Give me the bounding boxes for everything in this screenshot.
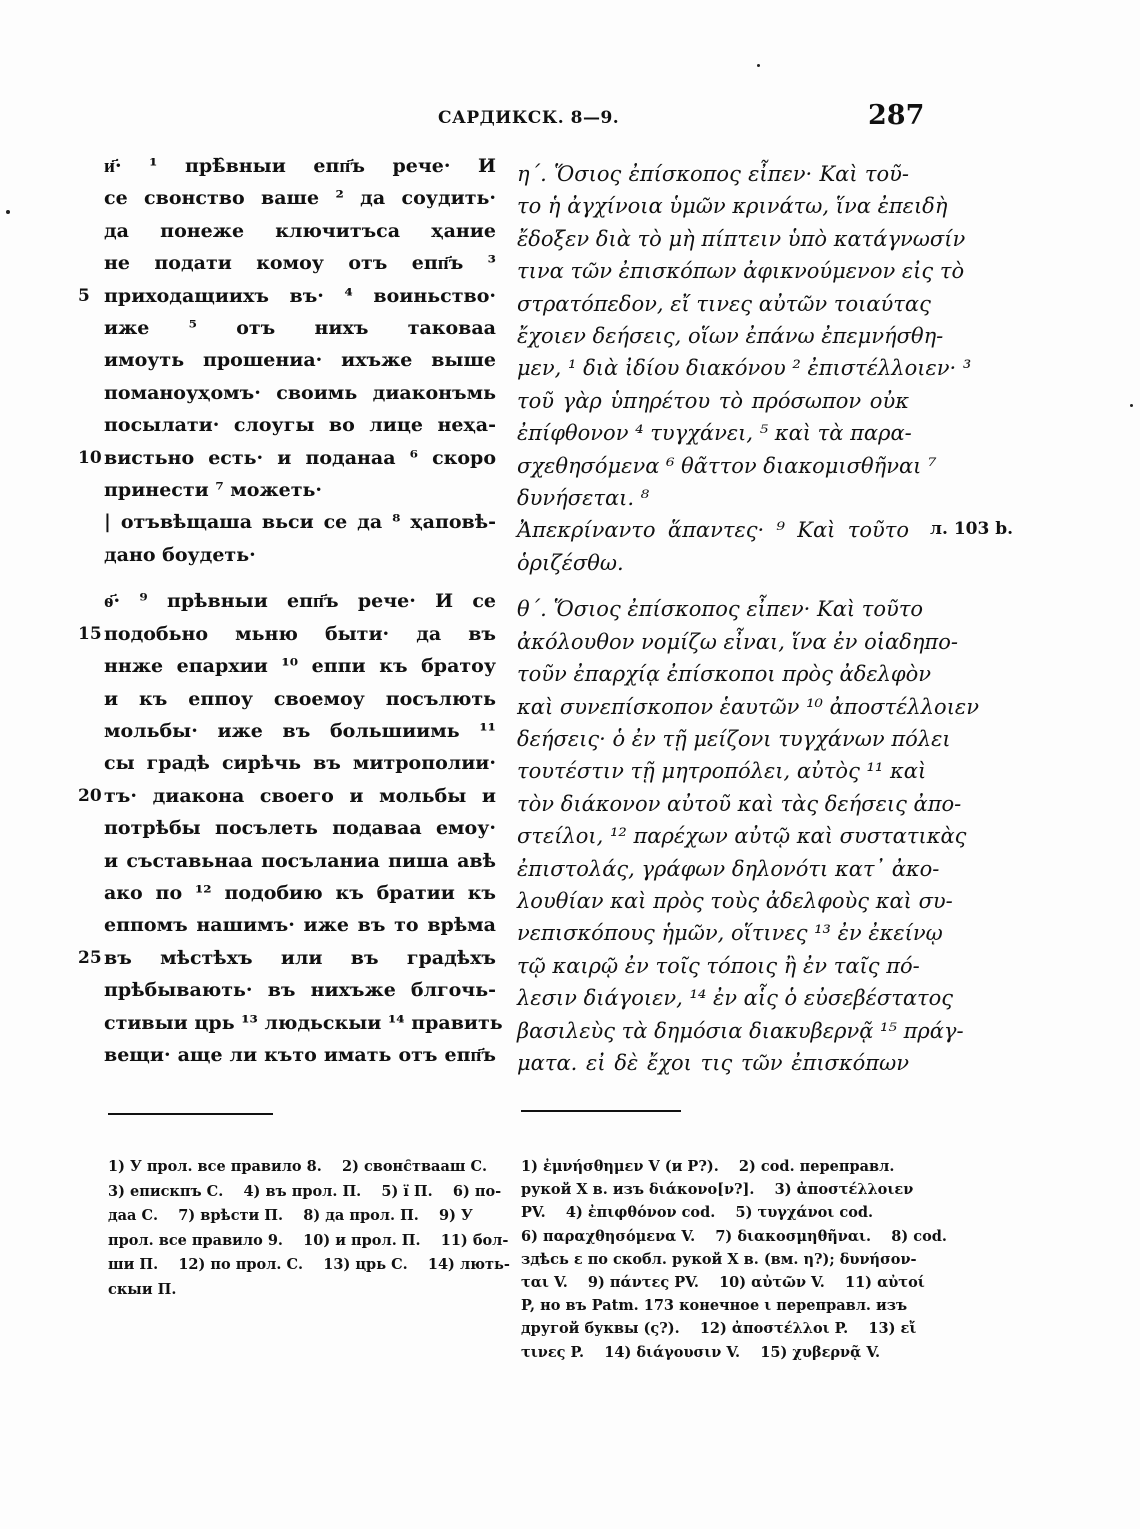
- text-line: [517, 158, 909, 190]
- text-line: [104, 845, 496, 877]
- line-text: и къ еппоу своемоу посълють: [104, 687, 496, 710]
- text-line: [104, 377, 496, 409]
- scan-speck: [1130, 404, 1133, 407]
- text-line: [517, 1015, 964, 1047]
- line-text: βασιλεὺς τὰ δημόσια διακυβερνᾷ ¹⁵ πράγ-: [517, 1018, 964, 1043]
- footnote-line: прол. все правило 9. 10) и прол. П. 11) бол-: [108, 1231, 509, 1249]
- line-text: καὶ συνεπίσκοπον ἑαυτῶν ¹⁰ ἀποστέλλοιεν: [517, 694, 979, 719]
- text-line: [517, 385, 909, 417]
- text-line: [517, 853, 940, 885]
- line-number: 10: [78, 447, 102, 468]
- line-number: 15: [78, 623, 102, 644]
- text-line: [78, 618, 496, 650]
- line-text: вещи· аще ли къто имать отъ епп҃ъ: [104, 1043, 496, 1066]
- line-text: λεσιν διάγοιεν, ¹⁴ ἐν αἷς ὁ εὐσεβέστατος: [517, 986, 954, 1011]
- text-line: [104, 1007, 503, 1039]
- footnote-line: 1) У прол. все правило 8. 2) свонс̑твааш С.: [108, 1158, 488, 1175]
- line-text: | отъвѣщаша вьси се да ⁸ ҳаповѣ-: [104, 511, 496, 534]
- line-text: приходащиихъ въ· ⁴ воиньство·: [104, 284, 496, 307]
- text-line: [104, 409, 496, 441]
- footnote-line: ши П. 12) по прол. С. 13) црь С. 14) лють-: [108, 1256, 510, 1273]
- line-text: потрѣбы посълеть подаваа емоу·: [104, 817, 496, 840]
- footnote-line: PV. 4) ἐπιφθόνον cod. 5) τυγχάνοι cod.: [521, 1204, 874, 1222]
- text-line: [104, 539, 496, 571]
- line-text: τοῦ γὰρ ὑπηρέτου τὸ πρόσωπον οὐκ: [517, 388, 909, 413]
- line-text: поманоуҳомъ· своимь диаконъмь: [104, 381, 496, 404]
- line-number: 20: [78, 785, 102, 806]
- line-text: въ мѣстѣхъ или въ градѣхъ: [104, 946, 496, 969]
- line-text: стивыи црь ¹³ людьскыи ¹⁴ править: [104, 1011, 503, 1034]
- footnote-line: 6) παραχθησόμενα V. 7) διακοσμηθῆναι. 8) cod.: [521, 1227, 947, 1245]
- footnote-rule-right: [521, 1110, 681, 1112]
- line-text: τουτέστιν τῇ μητροπόλει, αὐτὸς ¹¹ καὶ: [517, 759, 927, 784]
- text-line: [104, 715, 496, 747]
- text-line: [104, 247, 496, 279]
- line-text: ἐπίφθονον ⁴ τυγχάνει, ⁵ καὶ τὰ παρα-: [517, 421, 912, 446]
- text-line: [517, 514, 909, 546]
- scan-speck: [757, 64, 760, 67]
- text-line: [104, 474, 496, 506]
- line-text: и съставьнаа посъланиа пиша авѣ: [104, 849, 496, 872]
- line-text: νεπισκόπους ἡμῶν, οἵτινες ¹³ ἐν ἐκείνῳ: [517, 921, 943, 946]
- text-line: [517, 288, 931, 320]
- text-line: [517, 626, 958, 658]
- footnote-line: τινες P. 14) διάγουσιν V. 15) χυβερνᾷ V.: [521, 1343, 881, 1361]
- line-text: и҃· ¹ прѣ̑вныи епп҃ъ рече· И: [104, 155, 496, 177]
- footnote-line: 1) ἐμνήσθημεν V (и P?). 2) cod. переправл.: [521, 1158, 895, 1175]
- text-line: [517, 223, 966, 255]
- line-text: вистьно есть· и поданаа ⁶ скоро: [104, 446, 496, 469]
- text-line: [517, 190, 948, 222]
- footnote-line: другой буквы (ς?). 12) ἀποστέλλοι P. 13) εἴ: [521, 1320, 917, 1338]
- line-text: еппомъ нашимъ· иже въ то врѣма: [104, 914, 496, 937]
- text-line: [517, 691, 979, 723]
- line-text: τινα τῶν ἐπισκόπων ἀφικνούμενον εἰς τὸ: [517, 259, 965, 284]
- text-line: [104, 215, 496, 247]
- line-text: имоуть прошениа· ихъже выше: [104, 349, 496, 372]
- line-text: ннже епархии ¹⁰ еппи къ братоу: [104, 655, 496, 678]
- line-text: ματα. εἰ δὲ ἔχοι τις τῶν ἐπισκόπων: [517, 1050, 909, 1075]
- text-line: [104, 747, 496, 779]
- line-text: στείλοι, ¹² παρέχων αὐτῷ καὶ συστατικὰς: [517, 824, 967, 849]
- line-text: да понеже ключитъса ҳание: [104, 219, 496, 242]
- line-text: θ΄. Ὅσιος ἐπίσκοπος εἶπεν· Καὶ τοῦτο: [517, 597, 924, 622]
- text-line: [104, 974, 496, 1006]
- line-text: тъ· диакона своего и мольбы и: [104, 784, 496, 807]
- text-line: [104, 812, 496, 844]
- line-text: τοῦν ἐπαρχίᾳ ἐπίσκοποι πρὸς ἀδελφὸν: [517, 662, 932, 687]
- footnote-rule-left: [108, 1113, 273, 1115]
- footnotes-left: [108, 1155, 510, 1302]
- text-line: [517, 982, 954, 1014]
- church-slavonic-column: [78, 150, 503, 1071]
- line-text: δυνήσεται. ⁸: [517, 486, 650, 511]
- line-text: τὸν διάκονον αὐτοῦ καὶ τὰς δεήσεις ἀπο-: [517, 791, 962, 816]
- scan-speck: [6, 210, 10, 214]
- footnote-line: даа С. 7) врѣсти П. 8) да прол. П. 9) У: [108, 1207, 473, 1224]
- text-line: [517, 885, 953, 917]
- line-text: τῷ καιρῷ ἐν τοῖς τόποις ἢ ἐν ταῖς πό-: [517, 953, 920, 978]
- page-number: 287: [868, 100, 925, 131]
- line-number: 5: [78, 285, 90, 306]
- line-text: посылати· слоугы во лице неҳа-: [104, 414, 496, 437]
- text-line: [104, 1039, 496, 1071]
- line-text: мольбы· иже въ большиимь ¹¹: [104, 719, 496, 742]
- line-text: ἐπιστολάς, γράφων δηλονότι κατ᾿ ἀκο-: [517, 856, 940, 881]
- footnote-line: скыи П.: [108, 1280, 177, 1298]
- text-line: [517, 917, 943, 949]
- paragraph-gap: [104, 571, 496, 585]
- line-number: 25: [78, 947, 102, 968]
- text-line: [517, 450, 937, 482]
- line-text: ѳ҃· ⁹ прѣвныи епп҃ъ рече· И се: [104, 590, 496, 613]
- text-line: [104, 312, 496, 344]
- paragraph-gap: [517, 579, 909, 593]
- text-line: [517, 547, 909, 579]
- line-text: δεήσεις· ὁ ἐν τῇ μείζονι τυγχάνων πόλει: [517, 726, 951, 751]
- text-line: [517, 755, 927, 787]
- text-line: [517, 417, 912, 449]
- text-line: [104, 182, 496, 214]
- footnote-line: P, но въ Patm. 173 конечное ι переправл. изъ: [521, 1297, 908, 1315]
- footnote-line: рукой X в. изъ διάκονο[ν?]. 3) ἀποστέλλοιεν: [521, 1181, 914, 1199]
- line-text: το ἡ ἀγχίνοια ὑμῶν κρινάτω, ἵνα ἐπειδὴ: [517, 194, 948, 219]
- text-line: [517, 723, 951, 755]
- running-header: САРДИКСК. 8—9.: [438, 108, 620, 128]
- text-line: [104, 585, 496, 617]
- text-line: [104, 877, 496, 909]
- line-text: се свонство ваше ² да соудить·: [104, 187, 496, 210]
- text-line: [517, 820, 967, 852]
- text-line: [104, 506, 496, 538]
- line-text: не подати комоу отъ епп҃ъ ³: [104, 252, 496, 275]
- text-line: [104, 909, 496, 941]
- line-text: μεν, ¹ διὰ ἰδίου διακόνου ² ἐπιστέλλοιεν· ³: [517, 356, 972, 381]
- text-line: [78, 780, 496, 812]
- text-line: [517, 950, 920, 982]
- text-line: [517, 593, 924, 625]
- line-text: στρατόπεδον, εἴ τινες αὐτῶν τοιαύτας: [517, 291, 931, 316]
- footnote-line: 3) епискпъ С. 4) въ прол. П. 5) ı̈ П. 6) по-: [108, 1182, 502, 1200]
- line-text: η΄. Ὅσιος ἐπίσκοπος εἶπεν· Καὶ τοῦ-: [517, 162, 909, 186]
- line-text: Ἀπεκρίναντο ἅπαντες· ⁹ Καὶ τοῦτο: [517, 518, 909, 543]
- text-line: [104, 150, 496, 182]
- text-line: [78, 442, 496, 474]
- line-text: λουθίαν καὶ πρὸς τοὺς ἀδελφοὺς καὶ συ-: [517, 888, 953, 913]
- footnote-line: ται V. 9) πάντες PV. 10) αὐτῶν V. 11) αὐτοί: [521, 1274, 925, 1292]
- line-text: иже ⁵ отъ нихъ таковаа: [104, 317, 496, 340]
- margin-folio-note: л. 103 b.: [930, 519, 1014, 539]
- line-text: σχεθησόμενα ⁶ θᾶττον διακομισθῆναι ⁷: [517, 453, 937, 478]
- text-line: [517, 482, 909, 514]
- text-line: [517, 320, 944, 352]
- text-line: [517, 352, 972, 384]
- footnote-line: здѣсь ε по скобл. рукой X в. (вм. η?); δυνήσον-: [521, 1250, 917, 1268]
- text-line: [517, 255, 965, 287]
- line-text: ἀκόλουθον νομίζω εἶναι, ἵνα ἐν οἱαδηπο-: [517, 629, 958, 654]
- text-line: [104, 650, 496, 682]
- line-text: ἔχοιεν δεήσεις, οἵων ἐπάνω ἐπεμνήσθη-: [517, 324, 944, 349]
- text-line: [104, 683, 496, 715]
- text-line: [78, 942, 496, 974]
- line-text: дано боудеть·: [104, 543, 256, 566]
- text-line: [104, 344, 496, 376]
- text-line: [517, 658, 932, 690]
- text-line: [517, 1047, 909, 1079]
- line-text: ἔδοξεν διὰ τὸ μὴ πίπτειν ὑπὸ κατάγνωσίν: [517, 226, 966, 251]
- line-text: подобьно мьню быти· да въ: [104, 622, 496, 645]
- line-text: прѣбывають· въ нихъже блгочь-: [104, 979, 496, 1002]
- line-text: сы градѣ сирѣчь въ митрополии·: [104, 752, 496, 775]
- line-text: принести ⁷ можеть·: [104, 479, 322, 502]
- footnotes-right: [521, 1155, 947, 1364]
- line-text: ὁριζέσθω.: [517, 550, 624, 575]
- line-text: ако по ¹² подобию къ братии къ: [104, 881, 496, 904]
- text-line: [78, 280, 496, 312]
- text-line: [517, 788, 962, 820]
